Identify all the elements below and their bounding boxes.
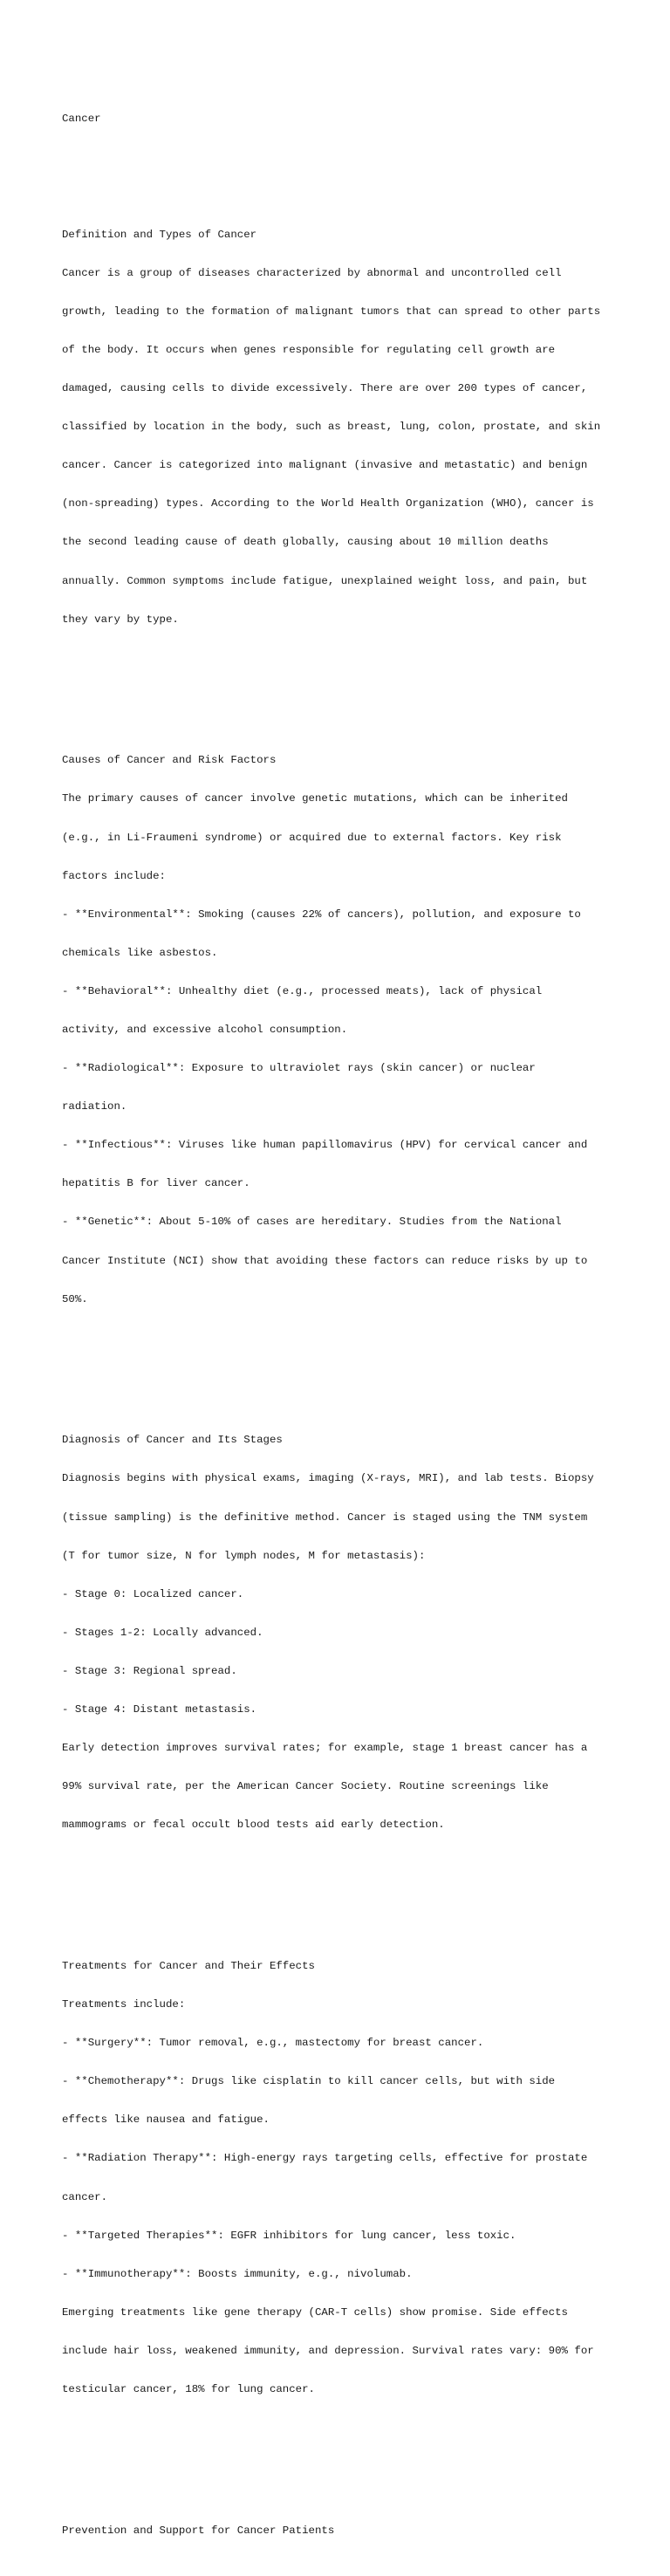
spacer xyxy=(62,2448,638,2461)
paragraph-line: mammograms or fecal occult blood tests aid early detection. xyxy=(62,1819,445,1832)
list-item-line: - **Environmental**: Smoking (causes 22% of cancers), pollution, and exposure to xyxy=(62,908,581,921)
list-item-line: - **Infectious**: Viruses like human papillomavirus (HPV) for cervical cancer and xyxy=(62,1139,588,1152)
list-item-line: - **Radiation Therapy**: High-energy rays targeting cells, effective for prostate xyxy=(62,2152,588,2165)
paragraph-line: annually. Common symptoms include fatigue, unexplained weight loss, and pain, but xyxy=(62,574,588,587)
list-item-line: - Stage 3: Regional spread. xyxy=(62,1664,237,1677)
section-definition xyxy=(62,202,638,651)
paragraph-line: Emerging treatments like gene therapy (CAR-T cells) show promise. Side effects xyxy=(62,2305,568,2319)
paragraph-line: classified by location in the body, such as breast, lung, colon, prostate, and skin xyxy=(62,421,601,434)
document-page xyxy=(62,87,638,2576)
list-item-line: - Stage 0: Localized cancer. xyxy=(62,1587,244,1600)
list-item-line: - **Chemotherapy**: Drugs like cisplatin to kill cancer cells, but with side xyxy=(62,2075,556,2088)
paragraph-line: Early detection improves survival rates; for example, stage 1 breast cancer has a xyxy=(62,1742,588,1755)
list-item-line: 50%. xyxy=(62,1292,88,1305)
section-prevention xyxy=(62,2498,638,2563)
paragraph-line: (tissue sampling) is the definitive method. Cancer is staged using the TNM system xyxy=(62,1511,588,1524)
list-item-line: effects like nausea and fatigue. xyxy=(62,2114,270,2127)
paragraph-line: Cancer is a group of diseases characterized by abnormal and uncontrolled cell xyxy=(62,266,562,279)
list-item-line: - **Targeted Therapies**: EGFR inhibitors for lung cancer, less toxic. xyxy=(62,2229,516,2242)
paragraph-line: 99% survival rate, per the American Cancer Society. Routine screenings like xyxy=(62,1780,549,1793)
paragraph-line: factors include: xyxy=(62,869,166,882)
paragraph-line: testicular cancer, 18% for lung cancer. xyxy=(62,2383,315,2396)
list-item-line: hepatitis B for liver cancer. xyxy=(62,1177,250,1190)
section-treatments xyxy=(62,1935,638,2422)
paragraph-line: The primary causes of cancer involve genetic mutations, which can be inherited xyxy=(62,792,568,805)
section-heading: Treatments for Cancer and Their Effects xyxy=(62,1960,315,1972)
list-item-line: activity, and excessive alcohol consumption. xyxy=(62,1024,348,1036)
paragraph-line: (non-spreading) types. According to the World Health Organization (WHO), cancer is xyxy=(62,497,594,510)
paragraph-line: (T for tumor size, N for lymph nodes, M for metastasis): xyxy=(62,1549,426,1562)
list-item-line: - **Radiological**: Exposure to ultraviolet rays (skin cancer) or nuclear xyxy=(62,1062,536,1075)
spacer xyxy=(62,1357,638,1370)
list-item-line: - **Immunotherapy**: Boosts immunity, e.g., nivolumab. xyxy=(62,2267,413,2280)
paragraph-line: the second leading cause of death globally, causing about 10 million deaths xyxy=(62,536,549,549)
paragraph-line: growth, leading to the formation of malignant tumors that can spread to other parts xyxy=(62,305,601,318)
paragraph-line: they vary by type. xyxy=(62,613,179,626)
section-heading: Prevention and Support for Cancer Patients xyxy=(62,2524,335,2537)
section-diagnosis xyxy=(62,1408,638,1857)
document-title: Cancer xyxy=(62,113,101,126)
paragraph-line: of the body. It occurs when genes responsible for regulating cell growth are xyxy=(62,343,556,356)
list-item-line: - Stage 4: Distant metastasis. xyxy=(62,1703,257,1716)
section-causes xyxy=(62,729,638,1332)
section-heading: Definition and Types of Cancer xyxy=(62,228,257,241)
paragraph-line: (e.g., in Li-Fraumeni syndrome) or acquired due to external factors. Key risk xyxy=(62,831,562,844)
paragraph-line: include hair loss, weakened immunity, and depression. Survival rates vary: 90% for xyxy=(62,2344,594,2357)
list-item-line: - **Genetic**: About 5-10% of cases are hereditary. Studies from the National xyxy=(62,1216,562,1229)
list-item-line: chemicals like asbestos. xyxy=(62,946,218,959)
list-item-line: - **Surgery**: Tumor removal, e.g., mastectomy for breast cancer. xyxy=(62,2037,484,2050)
spacer xyxy=(62,677,638,690)
section-heading: Causes of Cancer and Risk Factors xyxy=(62,754,277,767)
list-item-line: cancer. xyxy=(62,2190,108,2203)
list-item-line: radiation. xyxy=(62,1100,127,1113)
paragraph-line: damaged, causing cells to divide excessively. There are over 200 types of cancer, xyxy=(62,382,588,395)
section-heading: Diagnosis of Cancer and Its Stages xyxy=(62,1434,283,1447)
list-item-line: Cancer Institute (NCI) show that avoiding these factors can reduce risks by up to xyxy=(62,1254,588,1267)
spacer xyxy=(62,1883,638,1896)
paragraph-line: cancer. Cancer is categorized into malignant (invasive and metastatic) and benign xyxy=(62,459,588,472)
paragraph-line: Treatments include: xyxy=(62,1998,186,2011)
list-item-line: - **Behavioral**: Unhealthy diet (e.g., processed meats), lack of physical xyxy=(62,984,543,997)
list-item-line: - Stages 1-2: Locally advanced. xyxy=(62,1626,263,1639)
spacer xyxy=(62,152,638,165)
paragraph-line: Diagnosis begins with physical exams, imaging (X-rays, MRI), and lab tests. Biopsy xyxy=(62,1472,594,1485)
